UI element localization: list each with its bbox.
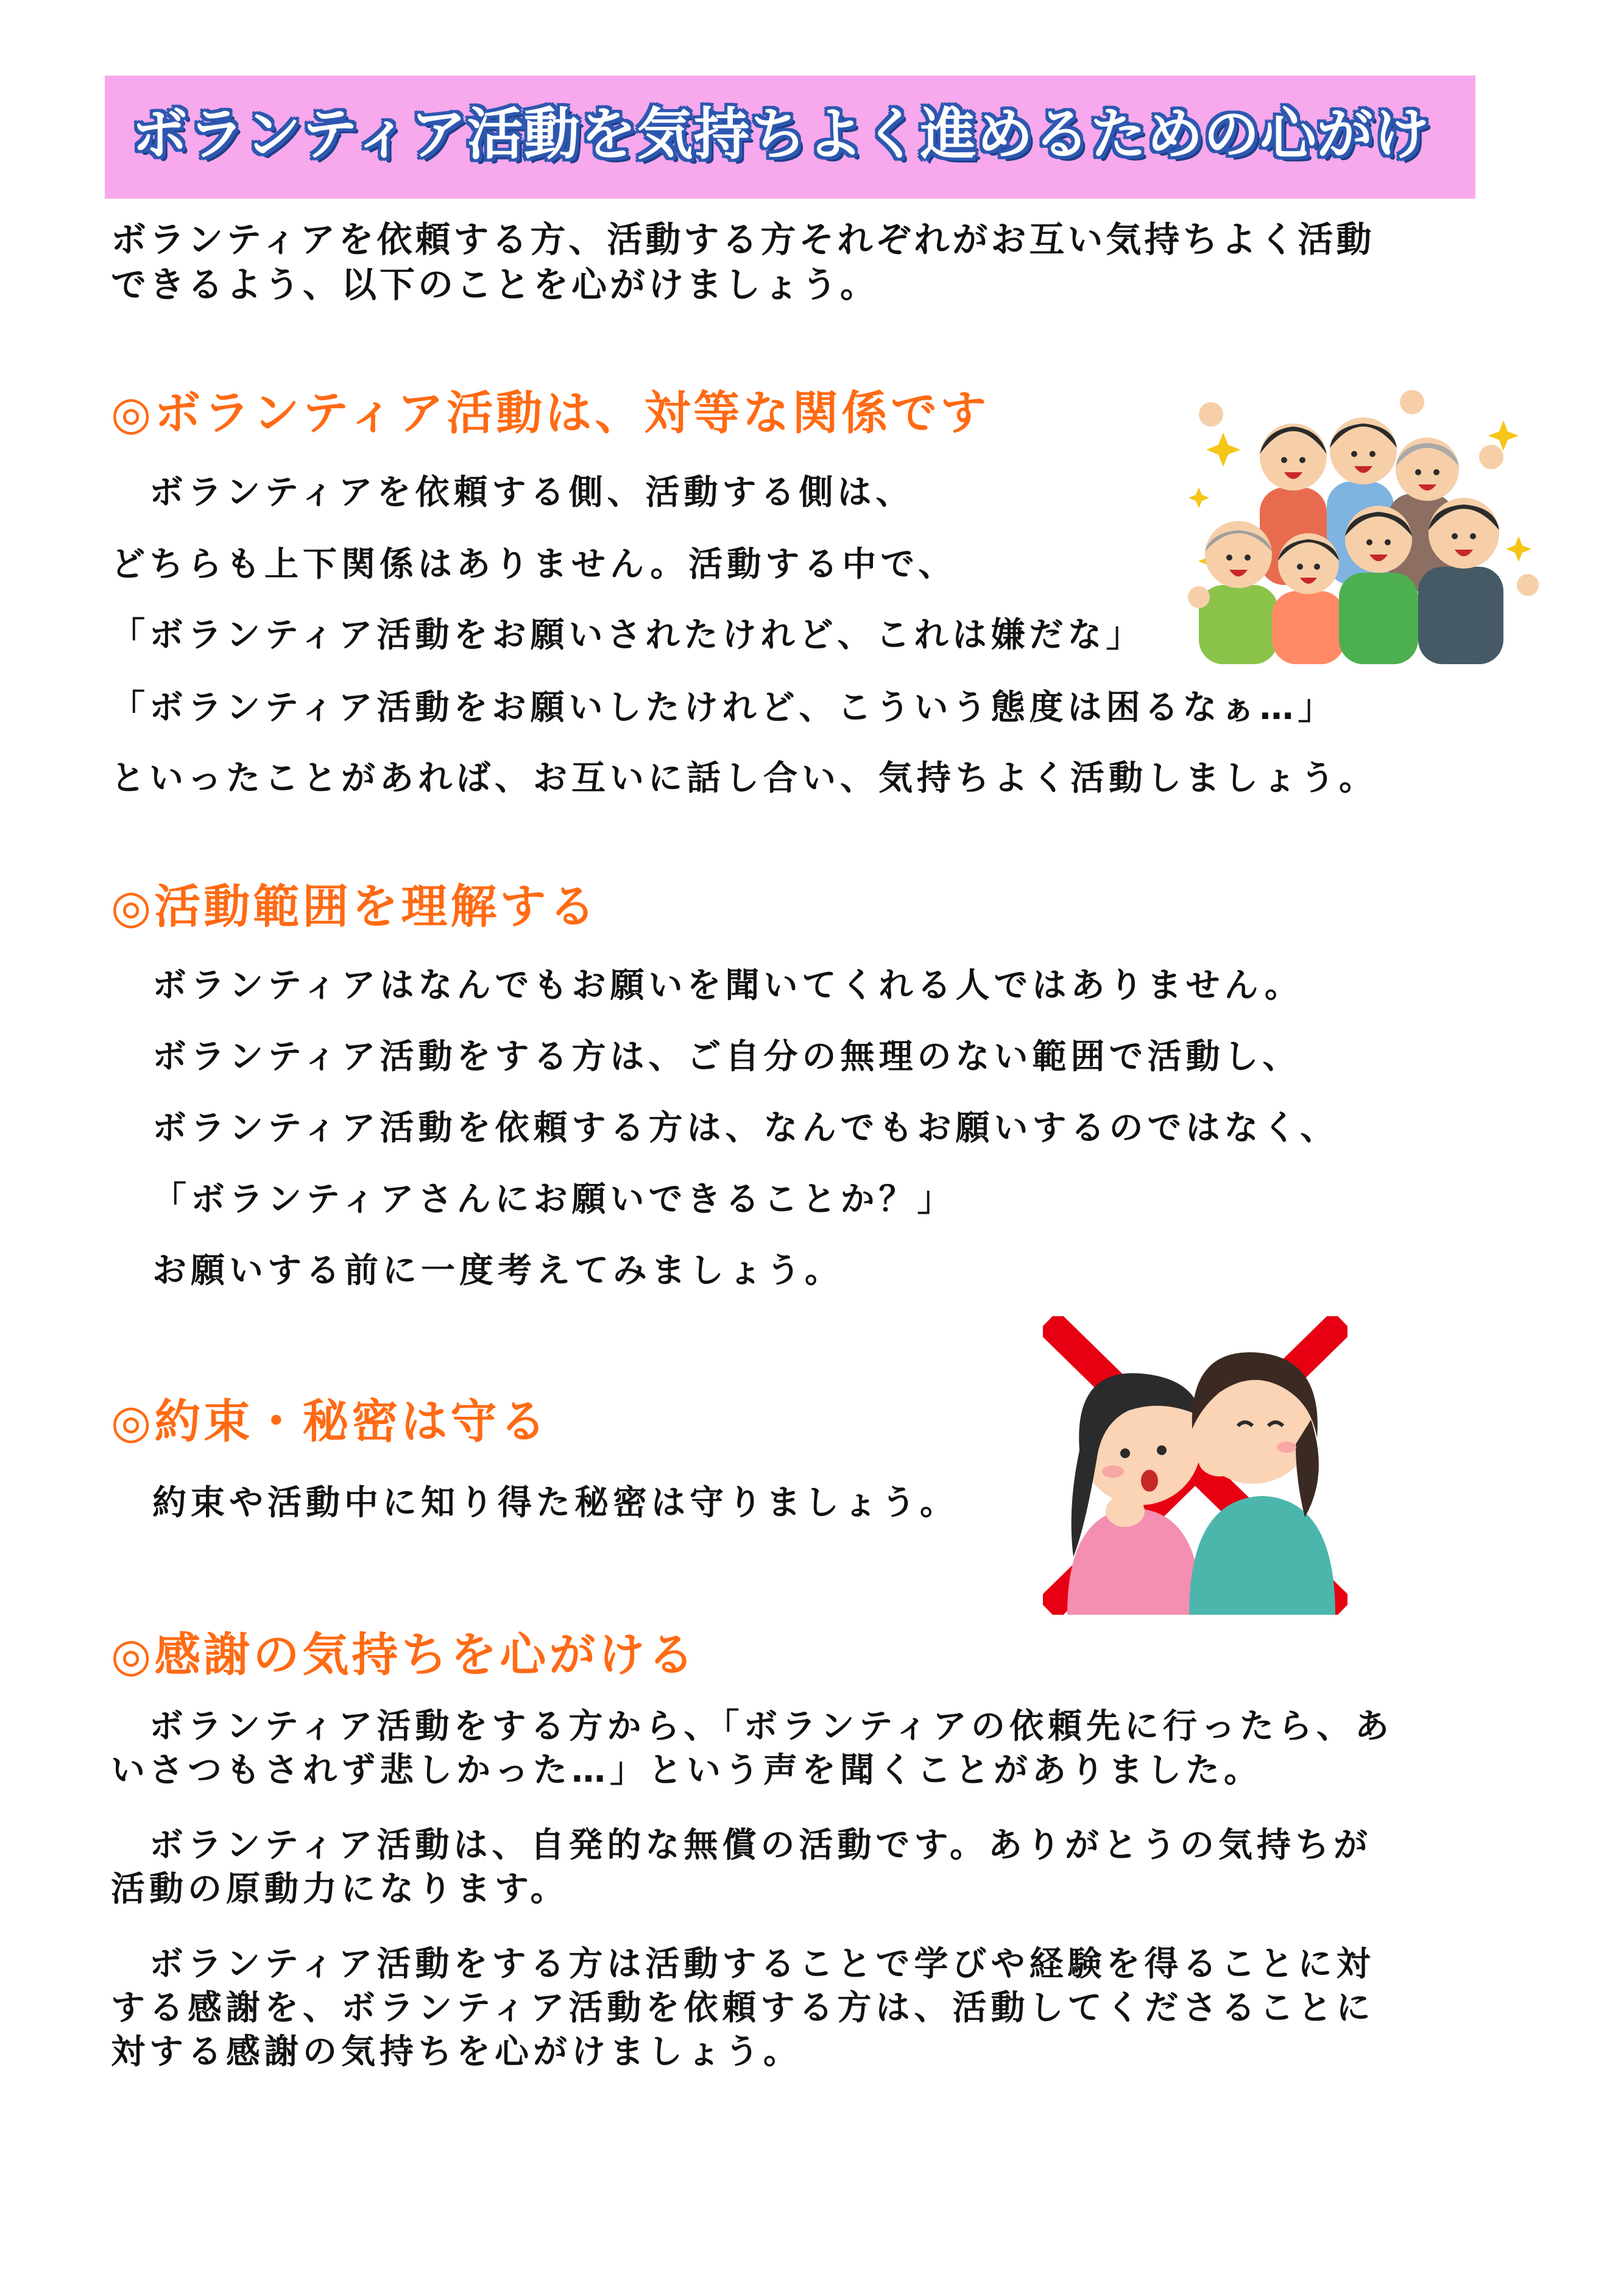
- paragraph-line: ボランティア活動をする方は活動することで学びや経験を得ることに対: [111, 1944, 1375, 1984]
- section-1-line: といったことがあれば、お互いに話し合い、気持ちよく活動しましょう。: [111, 759, 1377, 798]
- page-title: ボランティア活動を気持ちよく進めるための心がけ: [132, 102, 1430, 167]
- section-heading-keep-promises: ◎約束・秘密は守る: [111, 1394, 549, 1448]
- section-1-line: ボランティアを依頼する側、活動する側は、: [111, 473, 914, 512]
- intro-line: ボランティアを依頼する方、活動する方それぞれがお互い気持ちよく活動: [111, 219, 1375, 260]
- paragraph-line: 活動の原動力になります。: [111, 1869, 569, 1909]
- section-1-line: 「ボランティア活動をお願いされたけれど、これは嫌だな」: [111, 615, 1145, 655]
- section-2-line: ボランティアはなんでもお願いを聞いてくれる人ではありません。: [152, 966, 1303, 1005]
- cheering-people-illustration: [1187, 384, 1540, 664]
- paragraph-line: ボランティア活動は、自発的な無償の活動です。ありがとうの気持ちが: [111, 1826, 1372, 1865]
- section-2-line: ボランティア活動をする方は、ご自分の無理のない範囲で活動し、: [152, 1037, 1301, 1077]
- section-1-line: 「ボランティア活動をお願いしたけれど、こういう態度は困るなぁ…」: [111, 688, 1337, 728]
- paragraph-line: する感謝を、ボランティア活動を依頼する方は、活動してくださることに: [111, 1988, 1375, 2028]
- gratitude-paragraph-1: [111, 1705, 1512, 1793]
- gratitude-paragraph-2: [111, 1824, 1512, 1912]
- intro-paragraph: [111, 217, 1488, 307]
- paragraph-line: ボランティア活動をする方から、「ボランティアの依頼先に行ったら、あ: [111, 1707, 1394, 1746]
- section-heading-activity-scope: ◎活動範囲を理解する: [111, 879, 599, 934]
- section-2-line: お願いする前に一度考えてみましょう。: [152, 1251, 843, 1291]
- section-2-line: 「ボランティアさんにお願いできることか？」: [152, 1180, 956, 1219]
- section-2-line: ボランティア活動を依頼する方は、なんでもお願いするのではなく、: [152, 1108, 1339, 1148]
- whispering-girls-crossed-illustration: [1043, 1316, 1347, 1615]
- paragraph-line: いさつもされず悲しかった…」という声を聞くことがありました。: [111, 1751, 1262, 1790]
- section-1-line: どちらも上下関係はありません。活動する中で、: [111, 545, 957, 584]
- paragraph-line: 対する感謝の気持ちを心がけましょう。: [111, 2032, 802, 2072]
- gratitude-paragraph-3: [111, 1943, 1512, 2074]
- section-heading-gratitude: ◎感謝の気持ちを心がける: [111, 1628, 697, 1682]
- section-3-line: 約束や活動中に知り得た秘密は守りましょう。: [152, 1483, 958, 1523]
- intro-line: できるよう、以下のことを心がけましょう。: [111, 264, 879, 305]
- section-heading-equal-relationship: ◎ボランティア活動は、対等な関係です: [111, 386, 990, 440]
- title-banner: [105, 76, 1475, 199]
